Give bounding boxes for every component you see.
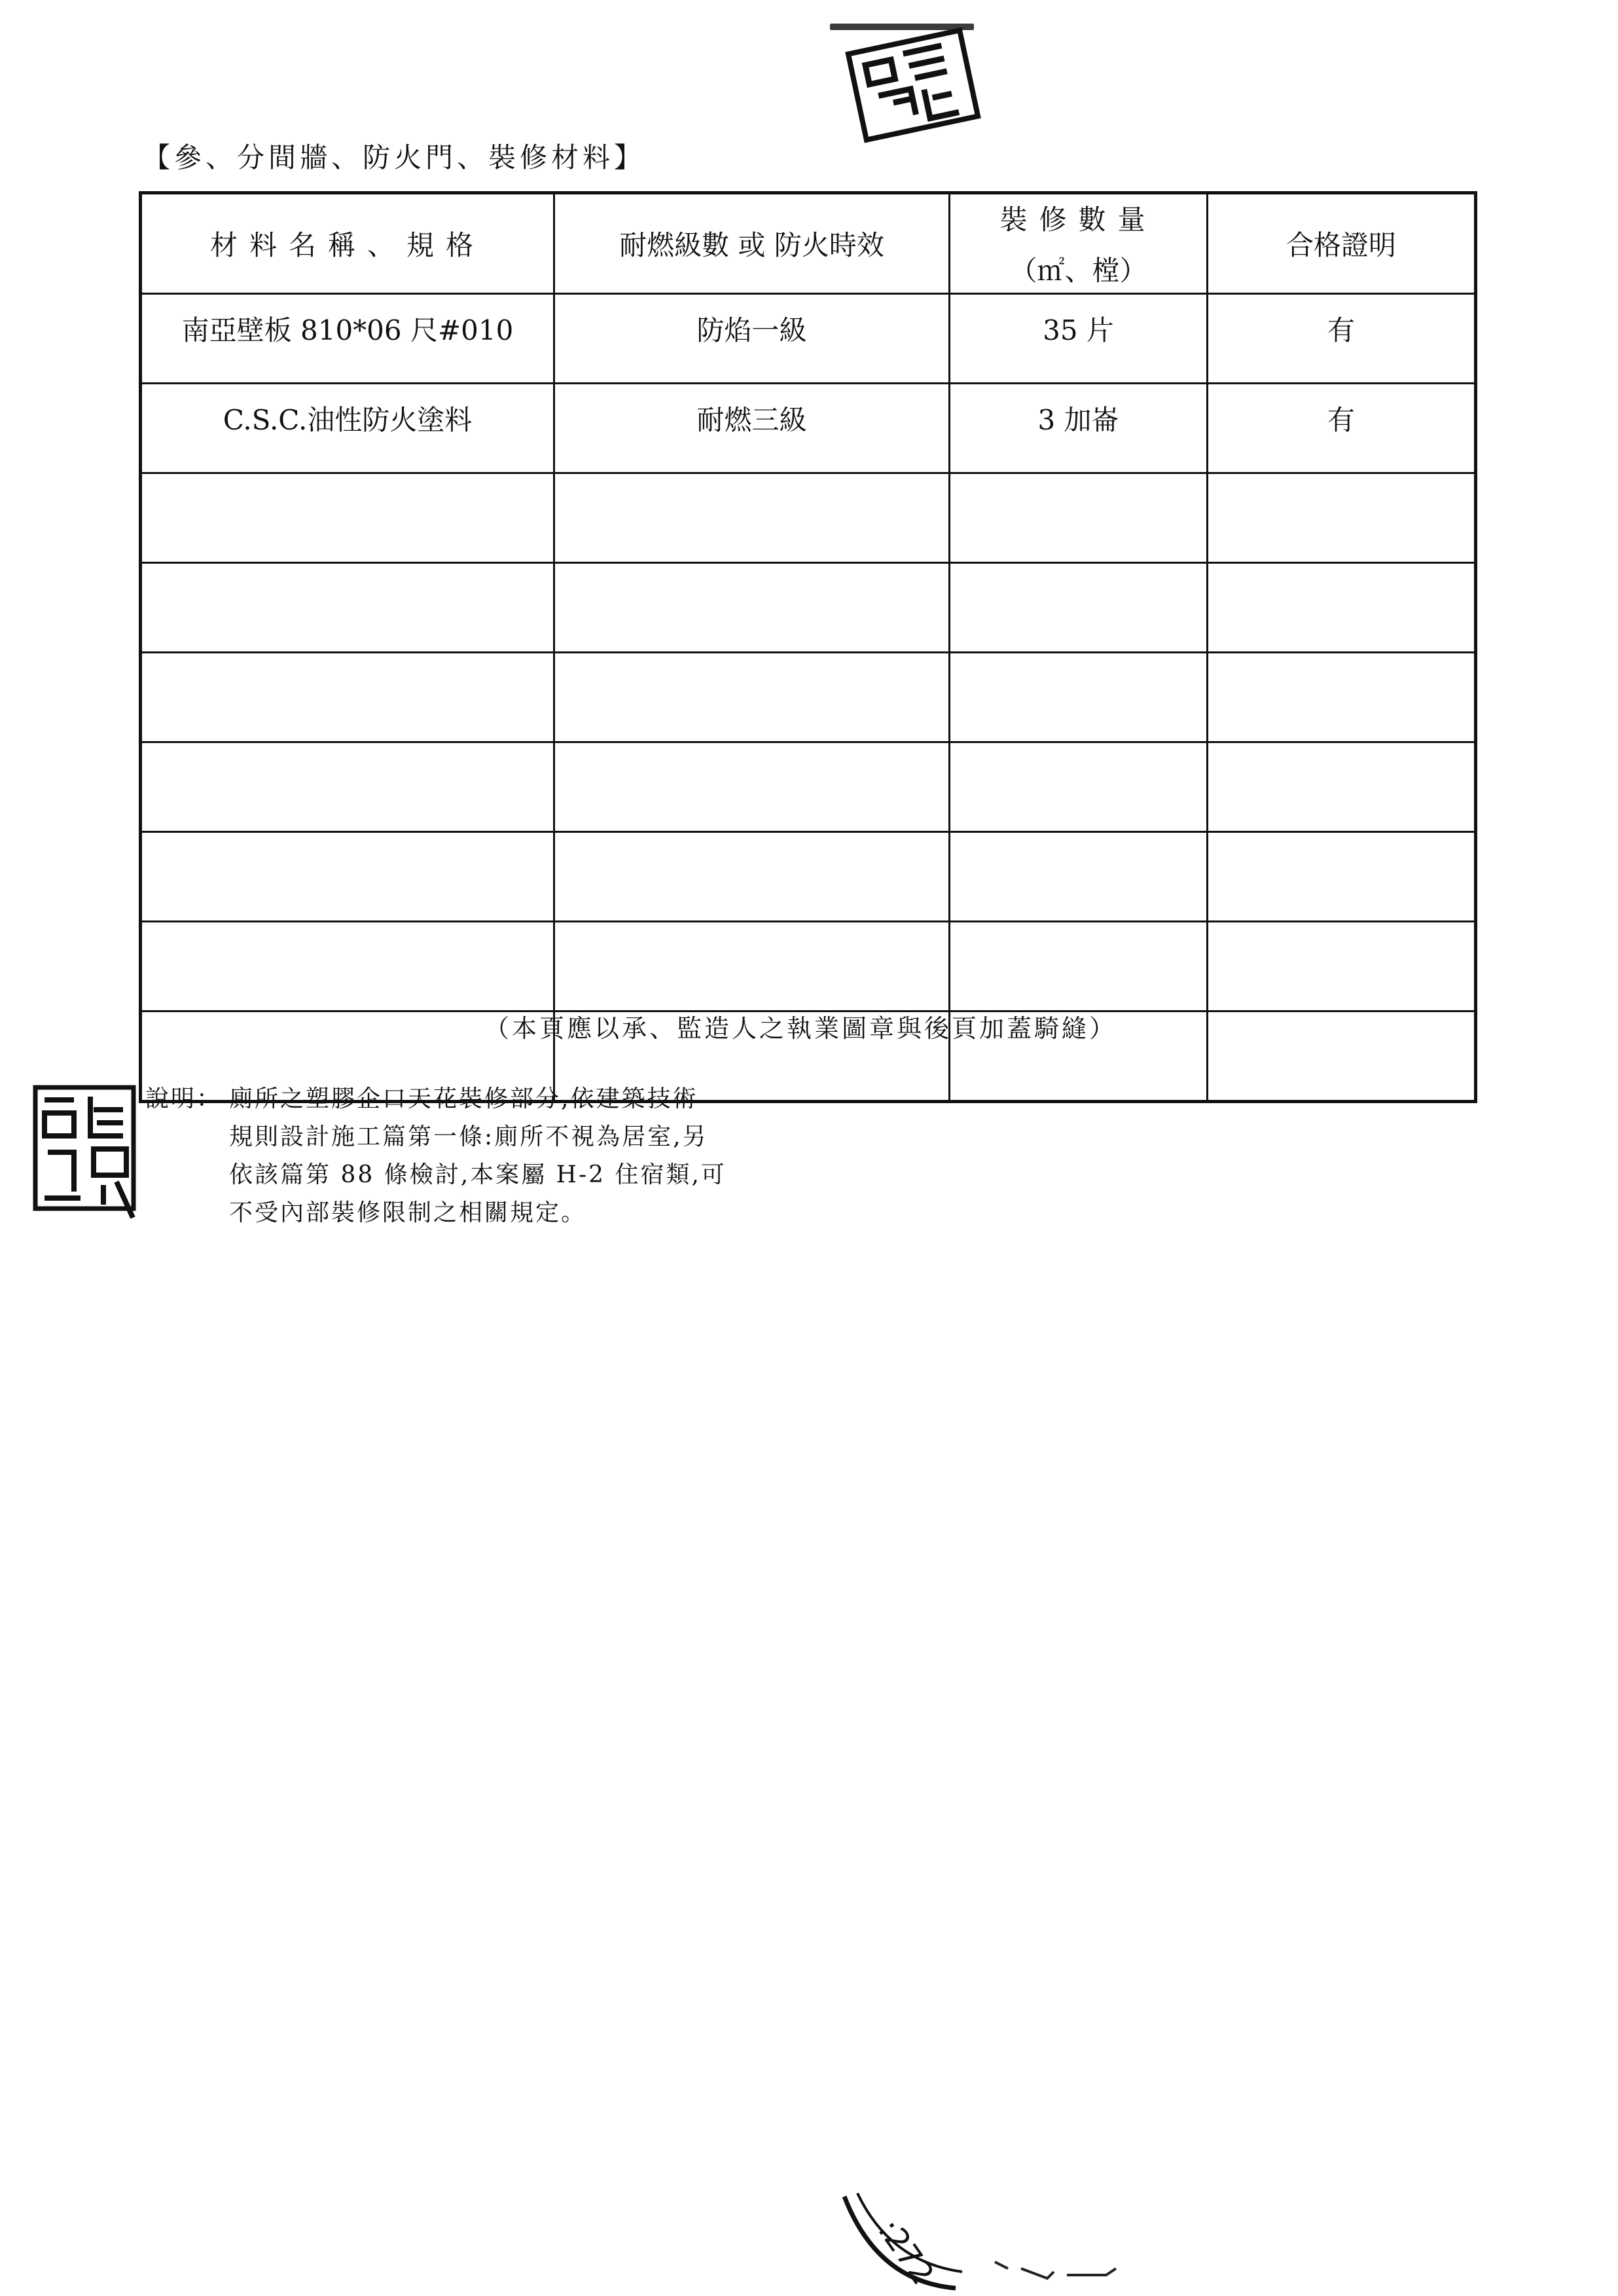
header-quantity-line2: （㎡、樘）	[1009, 255, 1147, 287]
cell-material-name	[141, 742, 554, 832]
cell-material-name: 南亞壁板 810*06 尺#010	[141, 294, 554, 384]
cell-fire-grade	[554, 922, 950, 1011]
materials-table	[139, 191, 1477, 1103]
header-material-name	[141, 193, 554, 294]
cell-material-name	[141, 653, 554, 742]
header-material-name-text: 材料名稱、規格	[209, 229, 485, 261]
table-row	[141, 384, 1476, 473]
cell-certificate: 有	[1208, 294, 1476, 384]
cell-fire-grade	[554, 742, 950, 832]
seam-stamp-partial	[838, 2190, 1178, 2295]
explanation-text	[229, 1080, 818, 1232]
table-header-row	[141, 193, 1476, 294]
cell-quantity	[950, 563, 1208, 653]
header-quantity	[950, 193, 1208, 294]
seam-stamp-footnote: （本頁應以承、監造人之執業圖章與後頁加蓋騎縫）	[484, 1014, 1117, 1043]
table-row	[141, 832, 1476, 922]
cell-material-name	[141, 922, 554, 1011]
table-row	[141, 653, 1476, 742]
cell-fire-grade: 防焰一級	[554, 294, 950, 384]
cell-material-name: C.S.C.油性防火塗料	[141, 384, 554, 473]
cell-material-name	[141, 832, 554, 922]
table-row	[141, 563, 1476, 653]
cell-certificate	[1208, 1011, 1476, 1102]
explanation-line: 不受內部裝修限制之相關規定。	[229, 1199, 587, 1226]
cell-fire-grade	[554, 563, 950, 653]
table-row	[141, 473, 1476, 563]
cell-material-name	[141, 563, 554, 653]
header-fire-grade: 耐燃級數 或 防火時效	[554, 193, 950, 294]
cell-fire-grade	[554, 653, 950, 742]
table-row	[141, 742, 1476, 832]
cell-quantity	[950, 473, 1208, 563]
section-title: 【參、分間牆、防火門、裝修材料】	[143, 141, 646, 173]
cell-quantity: 35 片	[950, 294, 1208, 384]
table-row	[141, 294, 1476, 384]
explanation-line: 依該篇第 88 條檢討,本案屬 H-2 住宿類,可	[229, 1161, 727, 1188]
cell-quantity	[950, 922, 1208, 1011]
seal-stamp-top	[842, 24, 984, 146]
cell-quantity	[950, 742, 1208, 832]
cell-quantity	[950, 653, 1208, 742]
cell-certificate	[1208, 473, 1476, 563]
explanation-line: 規則設計施工篇第一條:廁所不視為居室,另	[229, 1123, 708, 1150]
header-quantity-line1: 裝修數量	[999, 204, 1157, 236]
cell-certificate: 有	[1208, 384, 1476, 473]
explanation-line: 廁所之塑膠企口天花裝修部分,依建築技術	[229, 1085, 698, 1112]
table-row	[141, 922, 1476, 1011]
cell-fire-grade	[554, 473, 950, 563]
cell-quantity	[950, 832, 1208, 922]
cell-material-name	[141, 473, 554, 563]
cell-certificate	[1208, 563, 1476, 653]
seal-stamp-left	[31, 1084, 143, 1224]
cell-certificate	[1208, 742, 1476, 832]
cell-quantity: 3 加崙	[950, 384, 1208, 473]
explanation-label: 說明：	[145, 1085, 223, 1112]
cell-certificate	[1208, 832, 1476, 922]
header-certificate: 合格證明	[1208, 193, 1476, 294]
cell-fire-grade	[554, 832, 950, 922]
seam-stamp-text: :272	[871, 2212, 941, 2292]
cell-certificate	[1208, 653, 1476, 742]
cell-fire-grade: 耐燃三級	[554, 384, 950, 473]
cell-certificate	[1208, 922, 1476, 1011]
